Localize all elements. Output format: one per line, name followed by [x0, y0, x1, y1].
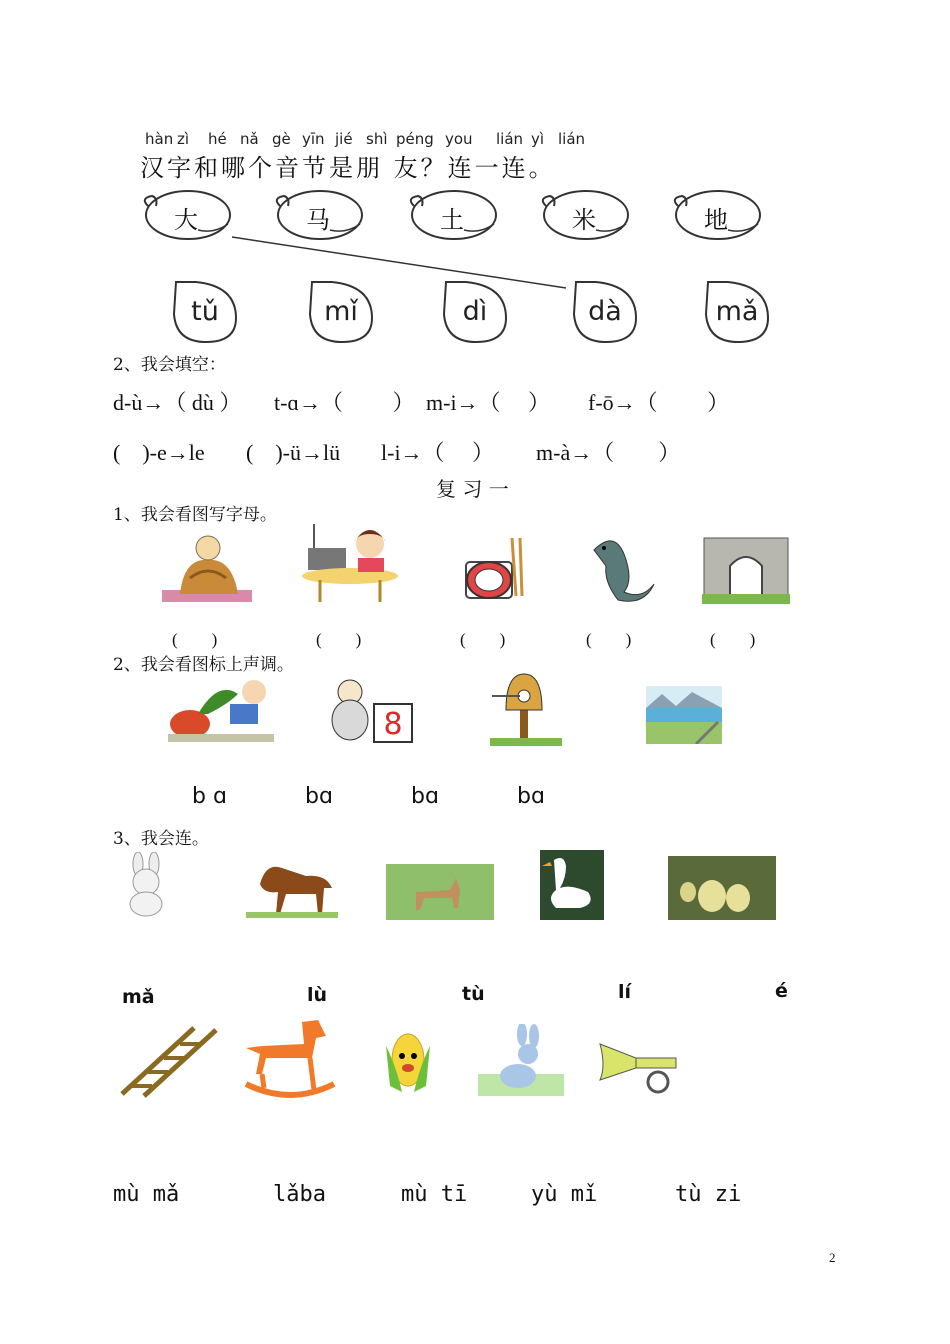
target-icon	[490, 670, 562, 746]
page-number: 2	[829, 1250, 836, 1265]
answer-blank[interactable]: ( )	[316, 630, 362, 649]
syllable: mǐ	[324, 296, 358, 327]
tone-syllable[interactable]: bɑ	[517, 784, 545, 809]
rabbit-icon	[118, 852, 176, 918]
answer-blank[interactable]: ( )	[710, 630, 756, 649]
landscape-icon	[646, 686, 722, 744]
eight-digit: 8	[383, 707, 403, 742]
goose-icon	[540, 850, 604, 920]
fill-item[interactable]: ( )-e→le	[113, 440, 205, 465]
bunny-icon	[478, 1024, 564, 1096]
number-eight-icon	[328, 676, 418, 744]
fill-item[interactable]: l-i→（ ）	[381, 440, 495, 465]
word-option[interactable]: mù mǎ	[113, 1182, 180, 1207]
pinyin: hé	[208, 130, 227, 148]
corn-icon	[378, 1026, 438, 1100]
pinyin: you	[445, 130, 473, 148]
fill-item[interactable]: m-à→（ ）	[536, 440, 681, 465]
syllable: tǔ	[191, 296, 219, 327]
pinyin: yīn	[302, 130, 325, 148]
pinyin: lián	[558, 130, 586, 148]
tone-syllable[interactable]: bɑ	[411, 784, 439, 809]
match-syllable[interactable]: tù	[462, 983, 485, 1005]
syllable-card[interactable]	[166, 278, 244, 346]
pinyin: shì	[366, 130, 388, 148]
pinyin: péng	[396, 130, 434, 148]
syllable: mǎ	[715, 296, 759, 327]
syllable: dì	[462, 296, 488, 327]
section-heading: 1、我会看图写字母。	[113, 505, 277, 525]
syllable-card[interactable]	[566, 278, 644, 346]
review-title: 复 习 一	[436, 477, 509, 501]
pinyin: jié	[335, 130, 353, 148]
tone-syllable[interactable]: bɑ	[305, 784, 333, 809]
word-option[interactable]: mù tī	[401, 1182, 468, 1207]
pinyin: hàn	[145, 130, 174, 148]
pinyin: lián	[496, 130, 524, 148]
pull-radish-icon	[168, 674, 274, 742]
section-heading: 3、我会连。	[113, 829, 209, 849]
match-syllable[interactable]: é	[775, 980, 788, 1002]
fish-icon	[584, 530, 660, 606]
fill-item[interactable]: f-ō→（ ）	[588, 390, 730, 415]
character: 土	[440, 206, 464, 234]
exercise-title: 汉字和哪个音节是朋 友？连一连。	[140, 154, 556, 182]
pinyin: zì	[177, 130, 190, 148]
fill-item[interactable]: d-ù→（ dù ）	[113, 390, 242, 415]
answer-blank[interactable]: ( )	[586, 630, 632, 649]
character: 马	[306, 206, 330, 234]
match-syllable[interactable]: mǎ	[122, 986, 155, 1008]
rocking-horse-icon	[242, 1018, 338, 1100]
word-option[interactable]: yù mǐ	[531, 1182, 598, 1207]
fill-item[interactable]: ( )-ü→lü	[246, 440, 341, 465]
word-option[interactable]: tù zi	[675, 1182, 742, 1207]
character: 大	[174, 206, 198, 234]
match-syllable[interactable]: lù	[307, 984, 328, 1006]
section-heading: 2、我会看图标上声调。	[113, 655, 294, 675]
deer-icon	[386, 864, 494, 920]
match-syllable[interactable]: lí	[618, 981, 632, 1003]
gate-icon	[702, 536, 790, 604]
pinyin: gè	[272, 130, 291, 148]
syllable-card[interactable]	[698, 278, 776, 346]
ladder-icon	[116, 1024, 222, 1100]
character: 地	[704, 206, 728, 234]
pinyin: yì	[531, 130, 545, 148]
monk-icon	[160, 528, 256, 604]
pinyin: nǎ	[240, 130, 259, 148]
answer-blank[interactable]: ( )	[172, 630, 218, 649]
answer-blank[interactable]: ( )	[460, 630, 506, 649]
horse-icon	[246, 854, 338, 918]
girl-radio-icon	[300, 520, 400, 604]
section-heading: 2、我会填空：	[113, 355, 226, 375]
syllable: dà	[588, 296, 622, 327]
tone-syllable[interactable]: b ɑ	[192, 784, 227, 809]
trumpet-icon	[596, 1036, 686, 1102]
word-option[interactable]: lǎba	[273, 1182, 326, 1207]
syllable-card[interactable]	[302, 278, 380, 346]
syllable-card[interactable]	[436, 278, 514, 346]
fill-item[interactable]: m-i→（ ）	[426, 390, 551, 415]
drum-icon	[462, 536, 526, 604]
pear-icon	[668, 856, 776, 920]
character: 米	[572, 206, 596, 234]
fill-item[interactable]: t-ɑ→（ ）	[274, 390, 415, 415]
